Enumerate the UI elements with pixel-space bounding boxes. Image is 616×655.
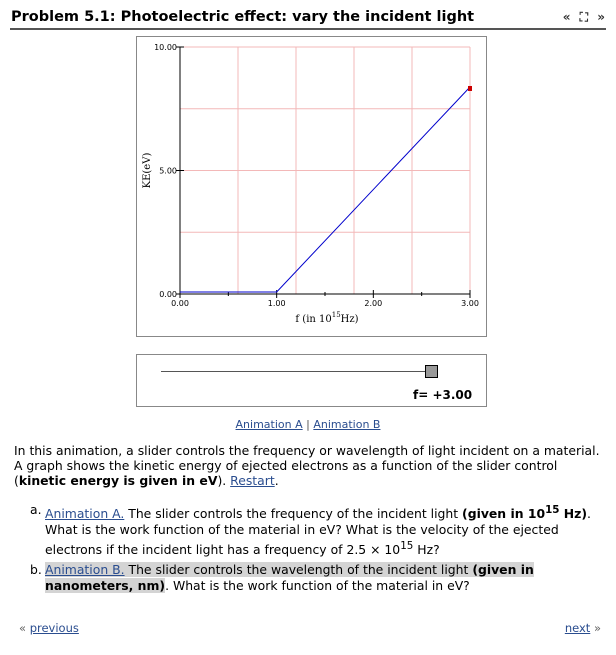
- question-b-letter: b.: [30, 562, 42, 578]
- y-tick-label: 5.00: [159, 166, 177, 176]
- question-a-letter: a.: [30, 502, 42, 517]
- x-axis-label-prefix: f (in 10: [295, 314, 332, 325]
- header-divider: [10, 28, 606, 30]
- y-axis-label: KE(eV): [142, 152, 153, 189]
- x-tick-label: 3.00: [461, 299, 479, 308]
- header: [0, 0, 616, 32]
- intro-text: In this animation, a slider controls the frequency or wavelength of light incident on a material. A graph shows the kinetic energy of ejected electrons as a function of the slider control (: [14, 443, 600, 488]
- previous-arrow-icon: «: [19, 621, 27, 635]
- animation-link-separator: |: [302, 418, 314, 431]
- next-link-container: [565, 621, 601, 635]
- question-b: [30, 562, 600, 594]
- questions-list: [30, 502, 600, 598]
- question-a-exponent: 15: [400, 540, 414, 553]
- current-point-marker: [468, 86, 472, 91]
- y-tick-label: 0.00: [159, 290, 177, 299]
- animation-a-link[interactable]: Animation A: [235, 418, 303, 431]
- next-page-icon[interactable]: »: [597, 10, 606, 24]
- intro-text-3: .: [274, 473, 279, 488]
- nav-icons: [560, 10, 606, 25]
- animation-b-link[interactable]: Animation B: [313, 418, 381, 431]
- question-b-text-2: . What is the work function of the material in eV?: [165, 578, 470, 594]
- previous-link-container: [19, 621, 79, 635]
- slider-thumb[interactable]: [425, 365, 438, 378]
- x-tick-label: 0.00: [171, 299, 189, 308]
- intro-text-2: ).: [217, 473, 231, 488]
- intro-bold-text: kinetic energy is given in eV: [18, 473, 218, 488]
- next-arrow-icon: »: [593, 621, 601, 635]
- y-tick-label: 10.00: [154, 43, 177, 52]
- x-axis-label: [295, 311, 358, 325]
- next-link[interactable]: next: [564, 621, 591, 635]
- question-b-animation-link[interactable]: Animation B.: [45, 562, 125, 578]
- question-a-text-2: . What is the work function of the material in eV? What is the velocity of the ejected electrons if the incident light has a frequency of 2.5 × 10: [45, 506, 591, 558]
- expand-icon[interactable]: ⛶: [579, 10, 590, 24]
- page-title: Problem 5.1: Photoelectric effect: vary the incident light: [11, 9, 475, 25]
- question-b-text: The slider controls the wavelength of the incident light: [124, 562, 473, 578]
- previous-page-icon[interactable]: «: [562, 10, 572, 24]
- question-a-text: The slider controls the frequency of the incident light: [124, 506, 463, 522]
- x-tick-label: 1.00: [267, 299, 286, 308]
- question-a-units: (given in $10^{15}$ Hz): [462, 504, 588, 522]
- graph-panel: [136, 36, 487, 337]
- slider-panel: [136, 354, 487, 407]
- question-a-text-3: Hz?: [413, 542, 440, 558]
- ke-vs-frequency-chart: [137, 37, 486, 336]
- x-axis-label-exponent: 15: [331, 311, 341, 319]
- ke-series-line: [180, 87, 470, 292]
- slider-track[interactable]: [161, 371, 431, 372]
- question-b-units: (given in nanometers, nm): [45, 562, 534, 594]
- question-a-animation-link[interactable]: Animation A.: [45, 506, 125, 522]
- slider-readout: f= +3.00: [413, 388, 473, 402]
- restart-link[interactable]: Restart: [230, 473, 275, 488]
- animation-links: [0, 418, 616, 431]
- previous-link[interactable]: previous: [29, 621, 79, 635]
- x-axis-label-suffix: Hz): [340, 314, 359, 325]
- x-tick-label: 2.00: [364, 299, 383, 308]
- question-a: [30, 502, 600, 558]
- intro-paragraph: [14, 443, 604, 488]
